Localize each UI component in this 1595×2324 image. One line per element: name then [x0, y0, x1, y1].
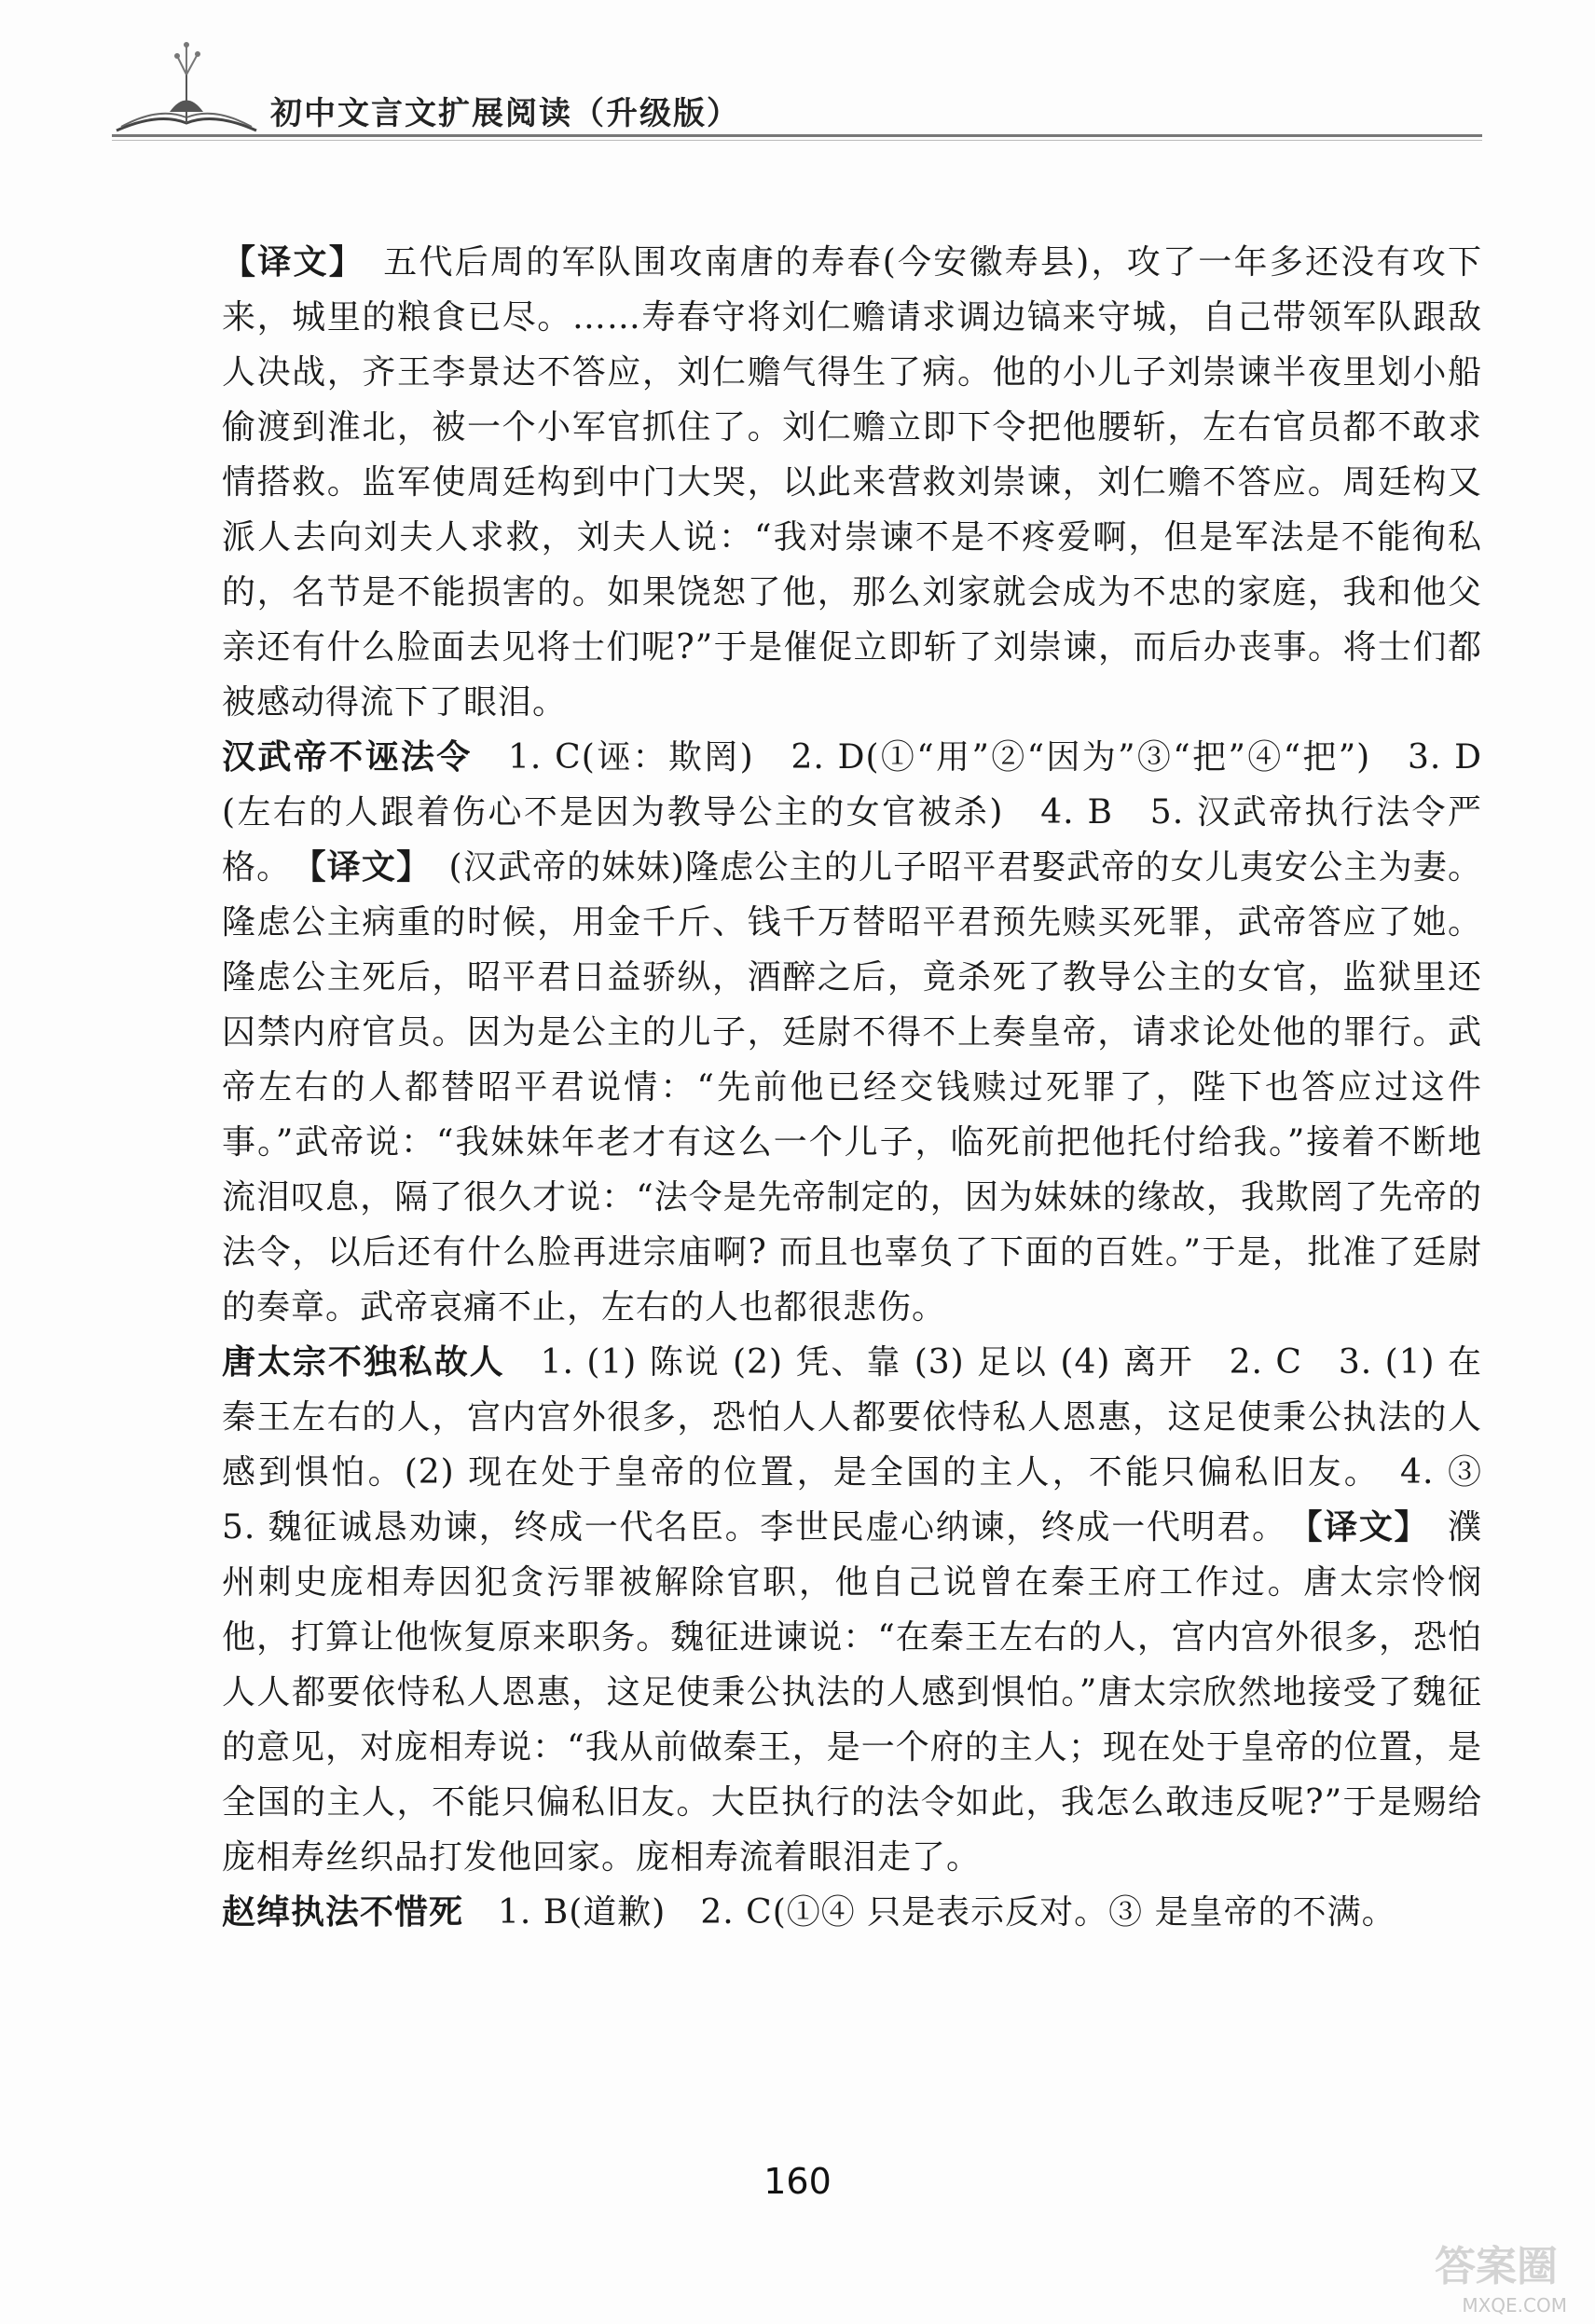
- header-title: 初中文言文扩展阅读（升级版）: [270, 95, 740, 132]
- section-title: 唐太宗不独私故人: [222, 1343, 505, 1382]
- section-title: 汉武帝不诬法令: [222, 738, 473, 777]
- watermark-url: MXQE.COM: [1462, 2294, 1567, 2317]
- section-answers: 1. B(道歉) 2. C(①④ 只是表示反对。③ 是皇帝的不满。: [463, 1893, 1396, 1932]
- translation-tag: 【译文】: [222, 243, 348, 282]
- section-answers: 1. (1) 陈说 (2) 凭、靠 (3) 足以 (4) 离开 2. C 3. (1) 在秦王左右的人，宫内宫外很多，恐怕人人都要依恃私人恩惠，这足使秉公执法的人感到惧怕。(2) 现在处于皇帝的位置，是全国的主人，不能只偏私旧友。 4. ③ 5. 魏征诚恳劝谏，终成一代名臣。李世民虚心纳谏，终成一代明君。: [222, 1343, 1518, 1547]
- answer-section: [222, 1335, 1518, 1885]
- section-answers: 1. C(诬：欺罔) 2. D(①“用”②“因为”③“把”④“把”) 3. D(左右的人跟着伤心不是因为教导公主的女官被杀) 4. B 5. 汉武帝执行法令严格。: [222, 738, 1482, 887]
- translation-paragraph: [222, 235, 1482, 730]
- translation-tag: 【译文】: [1305, 1508, 1413, 1547]
- answer-content: [222, 235, 1518, 1940]
- watermark-logo: 答案圈: [1435, 2243, 1558, 2290]
- book-ornament-icon: [112, 37, 261, 140]
- page-number: 160: [763, 2161, 832, 2202]
- translation-text: 五代后周的军队围攻南唐的寿春(今安徽寿县)，攻了一年多还没有攻下来，城里的粮食已尽。……寿春守将刘仁赡请求调边镐来守城，自己带领军队跟敌人决战，齐王李景达不答应，刘仁赡气得生了病。他的小儿子刘崇谏半夜里划小船偷渡到淮北，被一个小军官抓住了。刘仁赡立即下令把他腰斩，左右官员都不敢求情搭救。监军使周廷构到中门大哭，以此来营救刘崇谏，刘仁赡不答应。周廷构又派人去向刘夫人求救，刘夫人说：“我对崇谏不是不疼爱啊，但是军法是不能徇私的，名节是不能损害的。如果饶恕了他，那么刘家就会成为不忠的家庭，我和他父亲还有什么脸面去见将士们呢?”于是催促立即斩了刘崇谏，而后办丧事。将士们都被感动得流下了眼泪。: [222, 243, 1482, 722]
- running-header: [112, 37, 1482, 149]
- translation-text: 濮州刺史庞相寿因犯贪污罪被解除官职，他自己说曾在秦王府工作过。唐太宗怜悯他，打算让他恢复原来职务。魏征进谏说：“在秦王左右的人，宫内宫外很多，恐怕人人都要依恃私人恩惠，这足使秉公执法的人感到惧怕。”唐太宗欣然地接受了魏征的意见，对庞相寿说：“我从前做秦王，是一个府的主人；现在处于皇帝的位置，是全国的主人，不能只偏私旧友。大臣执行的法令如此，我怎么敢违反呢?”于是赐给庞相寿丝织品打发他回家。庞相寿流着眼泪走了。: [222, 1508, 1482, 1877]
- answer-section: [222, 730, 1482, 1335]
- translation-tag: 【译文】: [309, 848, 415, 887]
- header-rule-secondary: [112, 140, 1482, 141]
- section-title: 赵绰执法不惜死: [222, 1893, 464, 1932]
- header-rule: [112, 134, 1482, 137]
- translation-text: (汉武帝的妹妹)隆虑公主的儿子昭平君娶武帝的女儿夷安公主为妻。隆虑公主病重的时候，用金千斤、钱千万替昭平君预先赎买死罪，武帝答应了她。隆虑公主死后，昭平君日益骄纵，酒醉之后，竟杀死了教导公主的女官，监狱里还囚禁内府官员。因为是公主的儿子，廷尉不得不上奏皇帝，请求论处他的罪行。武帝左右的人都替昭平君说情：“先前他已经交钱赎过死罪了，陛下也答应过这件事。”武帝说：“我妹妹年老才有这么一个儿子，临死前把他托付给我。”接着不断地流泪叹息，隔了很久才说：“法令是先帝制定的，因为妹妹的缘故，我欺罔了先帝的法令，以后还有什么脸再进宗庙啊? 而且也辜负了下面的百姓。”于是，批准了廷尉的奏章。武帝哀痛不止，左右的人也都很悲伤。: [222, 848, 1482, 1327]
- watermark: [1381, 2233, 1567, 2317]
- answer-section: [222, 1885, 1482, 1940]
